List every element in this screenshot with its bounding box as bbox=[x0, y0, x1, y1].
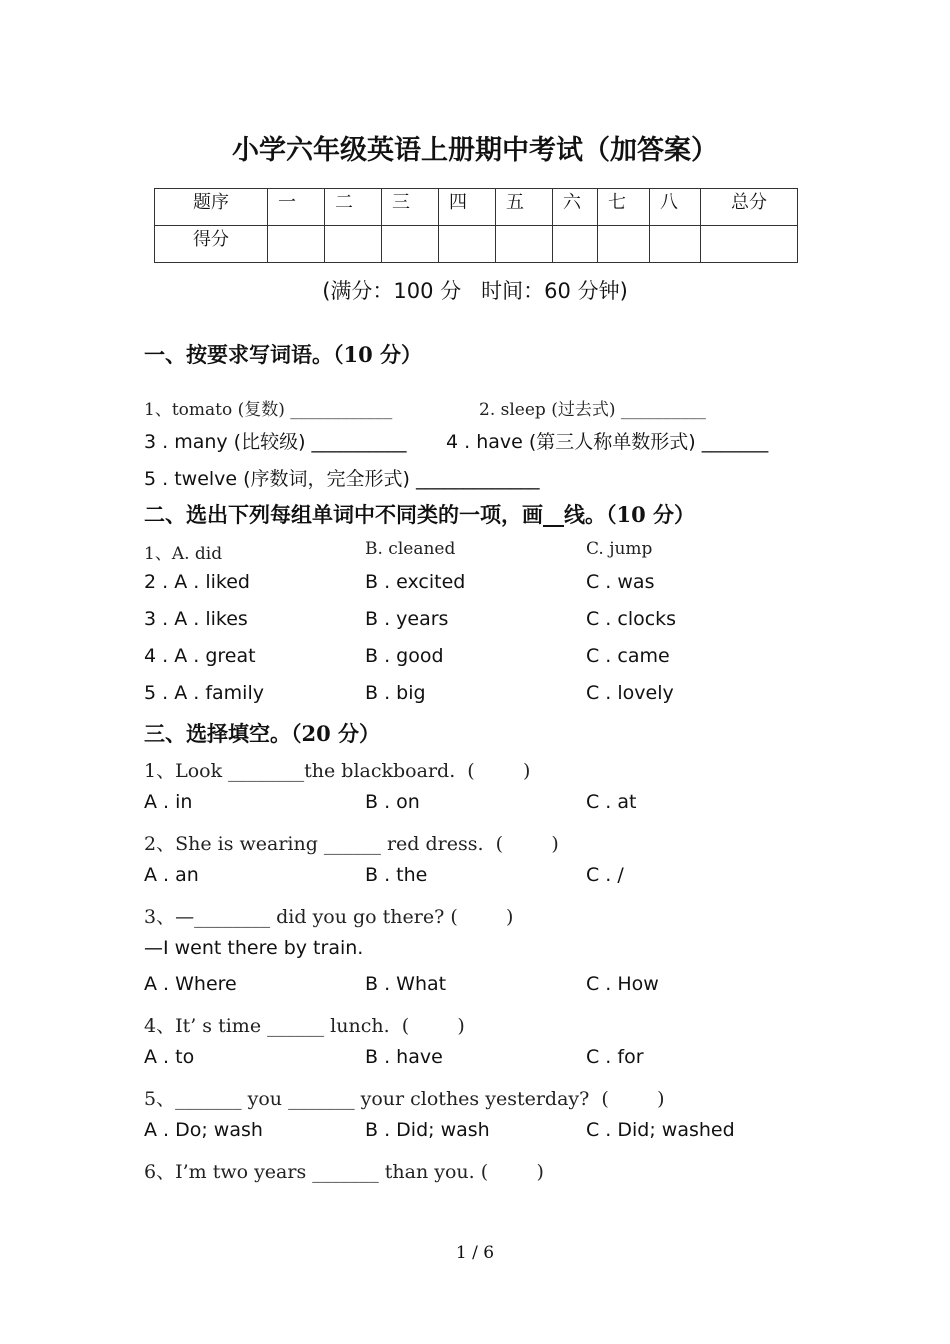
score-row-label: 得分 bbox=[155, 226, 268, 263]
option-2-2-b: B . excited bbox=[365, 571, 466, 593]
score-input-cell[interactable] bbox=[598, 226, 650, 263]
question-3-6: 6、I’m two years _______ than you. ( ) bbox=[144, 1161, 544, 1183]
option-2-1-b: B. cleaned bbox=[365, 539, 456, 559]
option-3-4-a: A . to bbox=[144, 1046, 195, 1068]
option-2-2-c: C . was bbox=[586, 571, 655, 593]
option-3-2-a: A . an bbox=[144, 864, 199, 886]
score-input-cell[interactable] bbox=[382, 226, 439, 263]
score-input-cell[interactable] bbox=[701, 226, 798, 263]
question-1-4: 4 . have (第三人称单数形式) _______ bbox=[446, 431, 769, 453]
option-2-5-b: B . big bbox=[365, 682, 426, 704]
question-3-4: 4、It’ s time ______ lunch. ( ) bbox=[144, 1015, 465, 1037]
option-2-1-c: C. jump bbox=[586, 539, 653, 559]
option-3-4-b: B . have bbox=[365, 1046, 443, 1068]
score-input-cell[interactable] bbox=[553, 226, 598, 263]
score-cell: 四 bbox=[439, 189, 496, 226]
option-2-3-b: B . years bbox=[365, 608, 449, 630]
question-3-3: 3、—________ did you go there? ( ) bbox=[144, 906, 514, 928]
option-3-2-b: B . the bbox=[365, 864, 428, 886]
option-3-3-a: A . Where bbox=[144, 973, 237, 995]
score-input-cell[interactable] bbox=[439, 226, 496, 263]
option-2-4-b: B . good bbox=[365, 645, 444, 667]
score-cell: 七 bbox=[598, 189, 650, 226]
option-3-3-c: C . How bbox=[586, 973, 659, 995]
option-2-3-a: 3 . A . likes bbox=[144, 608, 248, 630]
option-2-4-a: 4 . A . great bbox=[144, 645, 256, 667]
score-cell: 一 bbox=[268, 189, 325, 226]
score-input-cell[interactable] bbox=[650, 226, 701, 263]
option-2-3-c: C . clocks bbox=[586, 608, 677, 630]
section1-heading: 一、按要求写词语。（10 分） bbox=[144, 342, 423, 367]
exam-note: (满分：100 分 时间：60 分钟) bbox=[322, 279, 628, 303]
score-input-cell[interactable] bbox=[325, 226, 382, 263]
score-cell: 三 bbox=[382, 189, 439, 226]
question-1-3: 3 . many (比较级) __________ bbox=[144, 431, 407, 453]
option-3-3-b: B . What bbox=[365, 973, 447, 995]
page-number: 1 / 6 bbox=[455, 1243, 495, 1263]
option-3-1-c: C . at bbox=[586, 791, 637, 813]
score-table bbox=[154, 188, 798, 263]
option-2-5-a: 5 . A . family bbox=[144, 682, 264, 704]
question-3-1: 1、Look ________the blackboard. ( ) bbox=[144, 760, 531, 782]
question-1-2: 2. sleep (过去式) __________ bbox=[479, 400, 706, 420]
question-3-5: 5、_______ you _______ your clothes yesterday? ( ) bbox=[144, 1088, 665, 1110]
score-cell: 题序 bbox=[155, 189, 268, 226]
score-cell: 八 bbox=[650, 189, 701, 226]
section3-heading: 三、选择填空。（20 分） bbox=[144, 721, 381, 746]
score-input-cell[interactable] bbox=[496, 226, 553, 263]
option-3-5-b: B . Did; wash bbox=[365, 1119, 490, 1141]
score-cell: 二 bbox=[325, 189, 382, 226]
score-table-header-row bbox=[155, 189, 798, 226]
page-title: 小学六年级英语上册期中考试（加答案） bbox=[232, 135, 718, 166]
score-input-cell[interactable] bbox=[268, 226, 325, 263]
score-cell: 总分 bbox=[701, 189, 798, 226]
option-2-1-a: 1、A. did bbox=[144, 544, 223, 564]
option-2-4-c: C . came bbox=[586, 645, 670, 667]
option-3-4-c: C . for bbox=[586, 1046, 644, 1068]
option-3-1-a: A . in bbox=[144, 791, 193, 813]
option-3-5-c: C . Did; washed bbox=[586, 1119, 735, 1141]
score-cell: 五 bbox=[496, 189, 553, 226]
question-3-3-reply: —I went there by train. bbox=[144, 937, 364, 959]
section2-heading: 二、选出下列每组单词中不同类的一项，画__线。（10 分） bbox=[144, 502, 696, 527]
option-2-2-a: 2 . A . liked bbox=[144, 571, 250, 593]
option-3-2-c: C . / bbox=[586, 864, 624, 886]
option-3-1-b: B . on bbox=[365, 791, 420, 813]
score-cell: 六 bbox=[553, 189, 598, 226]
score-table-score-row bbox=[155, 226, 798, 263]
question-1-5: 5 . twelve (序数词，完全形式) _____________ bbox=[144, 468, 540, 490]
option-3-5-a: A . Do; wash bbox=[144, 1119, 263, 1141]
question-1-1: 1、tomato (复数) ____________ bbox=[144, 400, 393, 420]
option-2-5-c: C . lovely bbox=[586, 682, 674, 704]
question-3-2: 2、She is wearing ______ red dress. ( ) bbox=[144, 833, 559, 855]
